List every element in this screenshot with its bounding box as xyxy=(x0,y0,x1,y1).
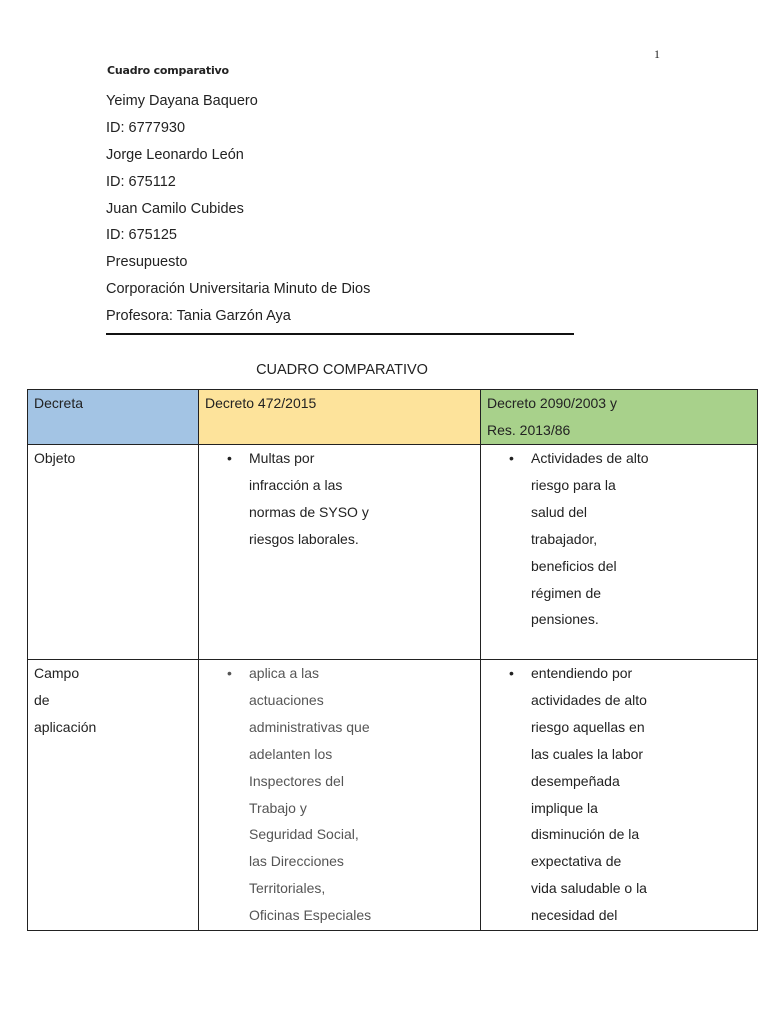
bullet-item xyxy=(509,445,751,633)
cell-line: trabajador, xyxy=(531,530,598,547)
cell-line: Actividades de alto xyxy=(531,450,649,466)
running-head: Cuadro comparativo xyxy=(107,64,229,77)
header-cell-decreto-2090 xyxy=(481,390,758,445)
cell-line: pensiones. xyxy=(531,611,599,628)
row-label-line: de xyxy=(34,691,50,708)
cell-line: infracción a las xyxy=(249,476,343,493)
page-number: 1 xyxy=(654,47,660,61)
cell-line: riesgo para la xyxy=(531,476,616,493)
row-label-cell xyxy=(28,445,199,660)
bullet-item xyxy=(227,445,474,553)
author-line-professor: Profesora: Tania Garzón Aya xyxy=(106,308,291,325)
bullet-item xyxy=(509,660,751,929)
cell-line: adelanten los xyxy=(249,745,333,762)
row-label-line: aplicación xyxy=(34,718,97,735)
header-cell-decreta xyxy=(28,390,199,445)
cell-line: riesgo aquellas en xyxy=(531,718,645,735)
header-decreto-2090-line-1: Decreto 2090/2003 y xyxy=(487,395,617,411)
cell-line: salud del xyxy=(531,503,588,520)
row-label-cell xyxy=(28,660,199,931)
cell-line: Trabajo y xyxy=(249,799,307,816)
bullet-icon: • xyxy=(509,450,514,466)
header-decreto-2090-line-2: Res. 2013/86 xyxy=(487,421,571,438)
horizontal-rule xyxy=(106,333,574,335)
cell-line: Oficinas Especiales xyxy=(249,907,372,924)
cell-line: las Direcciones xyxy=(249,853,344,870)
bullet-item xyxy=(227,660,474,929)
author-line-course: Presupuesto xyxy=(106,254,188,271)
row-label-line: Campo xyxy=(34,665,80,681)
author-line-id-2: ID: 675112 xyxy=(106,173,176,190)
table-title: CUADRO COMPARATIVO xyxy=(256,362,428,378)
author-line-student-3: Juan Camilo Cubides xyxy=(106,200,244,217)
cell-line: normas de SYSO y xyxy=(249,503,369,520)
bullet-icon: • xyxy=(227,450,232,466)
author-line-id-1: ID: 6777930 xyxy=(106,119,186,136)
author-line-student-2: Jorge Leonardo León xyxy=(106,146,244,163)
table-row-objeto xyxy=(28,445,758,660)
comparison-table xyxy=(27,389,758,931)
row-cell-decreto-2090 xyxy=(481,445,758,660)
header-cell-decreto-472 xyxy=(199,390,481,445)
cell-line: administrativas que xyxy=(249,718,370,735)
cell-line: necesidad del xyxy=(531,907,618,924)
cell-line: implique la xyxy=(531,799,598,816)
cell-line: disminución de la xyxy=(531,826,640,843)
header-decreta-text: Decreta xyxy=(34,395,84,411)
bullet-icon: • xyxy=(227,665,232,681)
author-block xyxy=(106,88,370,330)
table-header-row xyxy=(28,390,758,445)
author-line-institution: Corporación Universitaria Minuto de Dios xyxy=(106,281,371,298)
cell-line: las cuales la labor xyxy=(531,745,644,762)
author-line-id-3: ID: 675125 xyxy=(106,227,177,244)
cell-line: Inspectores del xyxy=(249,772,344,789)
cell-line: beneficios del xyxy=(531,557,617,574)
cell-line: entendiendo por xyxy=(531,665,633,681)
row-cell-decreto-2090 xyxy=(481,660,758,931)
cell-line: expectativa de xyxy=(531,853,622,870)
cell-line: régimen de xyxy=(531,584,602,601)
cell-line: actuaciones xyxy=(249,691,324,708)
row-cell-decreto-472 xyxy=(199,660,481,931)
cell-line: desempeñada xyxy=(531,772,620,789)
cell-line: actividades de alto xyxy=(531,691,647,708)
cell-line: riesgos laborales. xyxy=(249,530,359,547)
cell-line: vida saludable o la xyxy=(531,880,647,897)
cell-line: aplica a las xyxy=(249,665,320,681)
cell-line: Multas por xyxy=(249,450,315,466)
cell-line: Seguridad Social, xyxy=(249,826,359,843)
cell-line: Territoriales, xyxy=(249,880,326,897)
bullet-icon: • xyxy=(509,665,514,681)
author-line-student-1: Yeimy Dayana Baquero xyxy=(106,93,258,109)
row-cell-decreto-472 xyxy=(199,445,481,660)
row-label-line: Objeto xyxy=(34,450,76,466)
table-row-campo-de-aplicacion xyxy=(28,660,758,931)
header-decreto-472-text: Decreto 472/2015 xyxy=(205,395,317,411)
